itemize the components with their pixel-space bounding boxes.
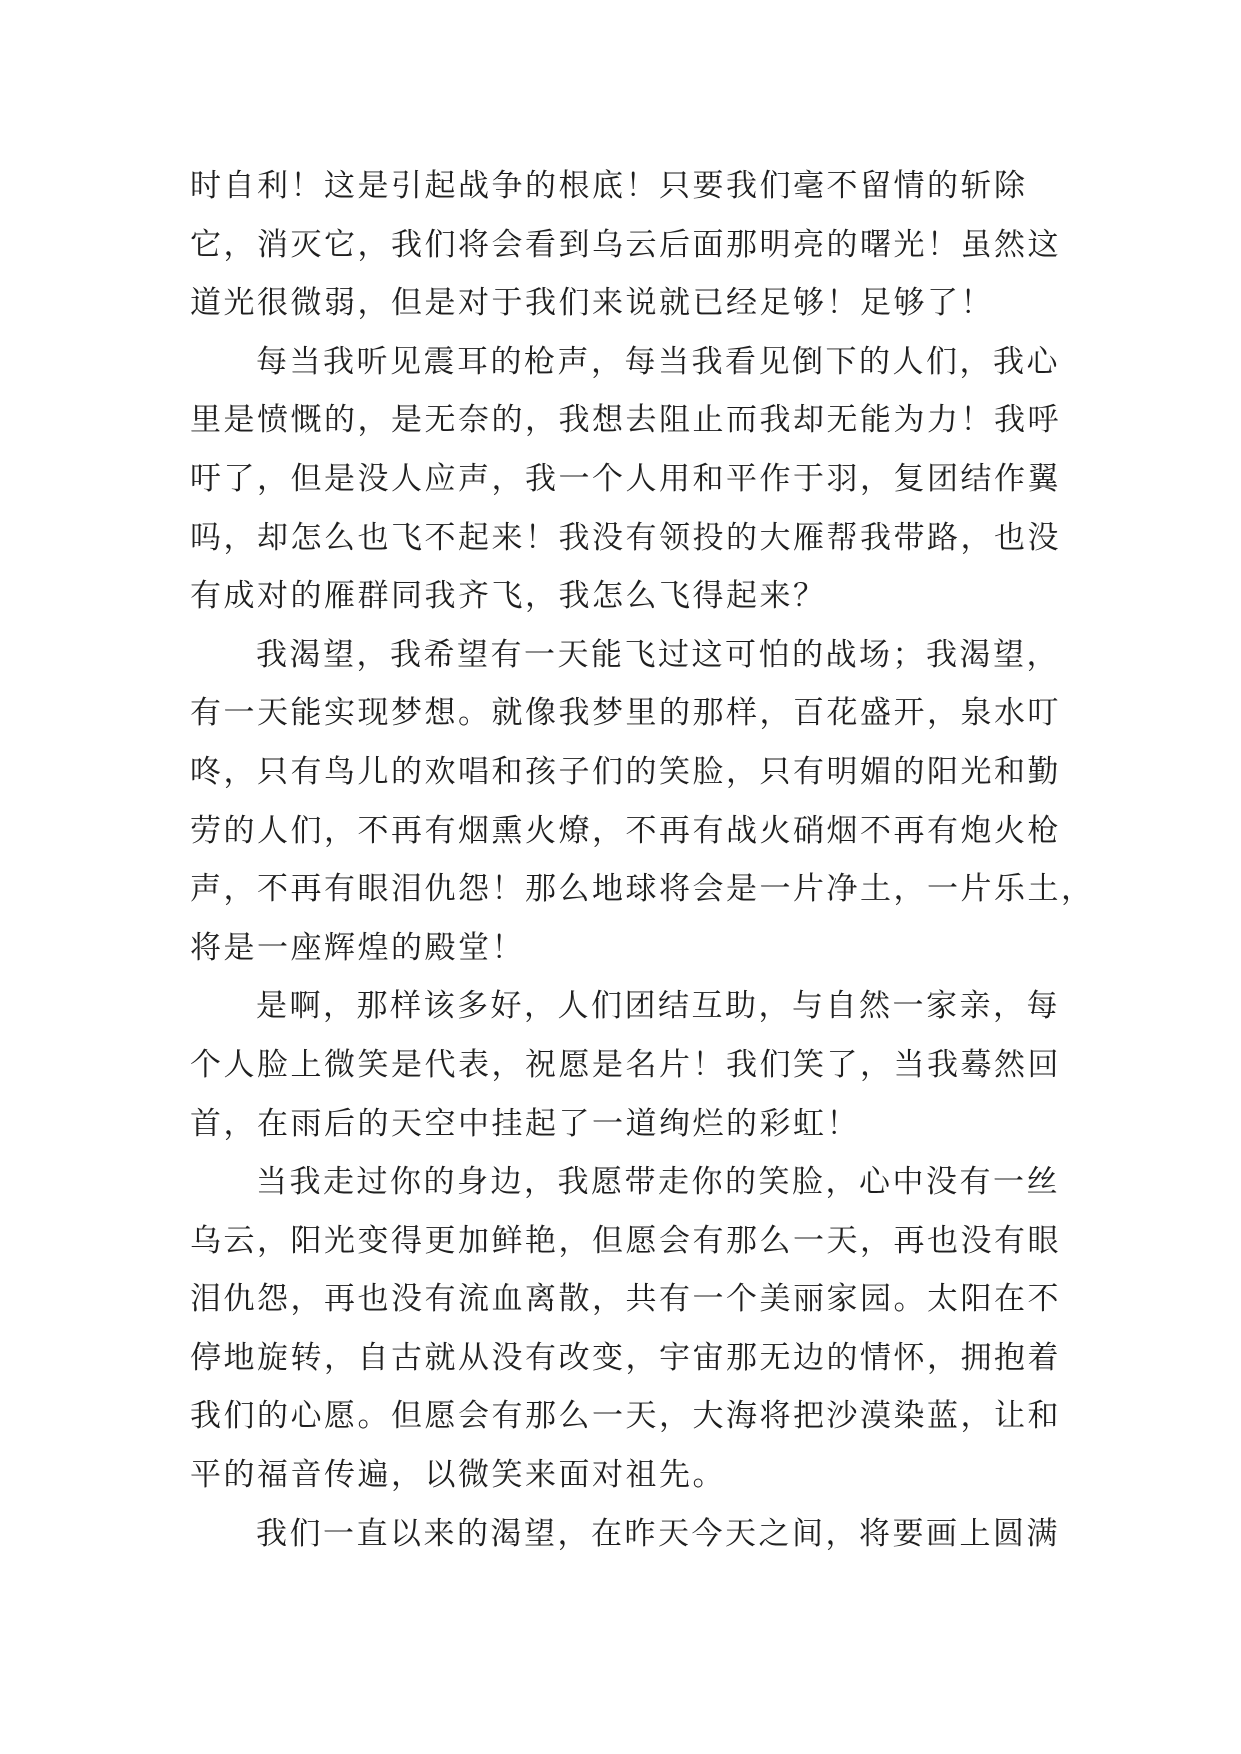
text-line: 将是一座辉煌的殿堂！: [190, 929, 525, 966]
text-line: 声，不再有眼泪仇怨！那么地球将会是一片净土，一片乐土，: [190, 871, 1095, 908]
text-line: 道光很微弱，但是对于我们来说就已经足够！足够了！: [190, 285, 994, 322]
text-line: 首，在雨后的天空中挂起了一道绚烂的彩虹！: [190, 1105, 860, 1142]
paragraph-first-line: 我们一直以来的渴望，在昨天今天之间，将要画上圆满: [256, 1515, 1060, 1552]
text-line: 有成对的雁群同我齐飞，我怎么飞得起来？: [190, 578, 827, 615]
text-line: 停地旋转，自古就从没有改变，宇宙那无边的情怀，拥抱着: [190, 1339, 1061, 1376]
paragraph-first-line: 每当我听见震耳的枪声，每当我看见倒下的人们，我心: [256, 343, 1060, 380]
text-line: 它，消灭它，我们将会看到乌云后面那明亮的曙光！虽然这: [190, 226, 1061, 263]
text-line: 有一天能实现梦想。就像我梦里的那样，百花盛开，泉水叮: [190, 695, 1061, 732]
text-line: 个人脸上微笑是代表，祝愿是名片！我们笑了，当我蓦然回: [190, 1046, 1061, 1083]
text-line: 时自利！这是引起战争的根底！只要我们毫不留情的斩除: [190, 168, 1028, 204]
text-line: 乌云，阳光变得更加鲜艳，但愿会有那么一天，再也没有眼: [190, 1222, 1061, 1259]
text-line: 劳的人们，不再有烟熏火燎，不再有战火硝烟不再有炮火枪: [190, 812, 1061, 849]
paragraph-first-line: 我渴望，我希望有一天能飞过这可怕的战场；我渴望，: [256, 636, 1060, 673]
body-text: [190, 157, 1095, 1563]
paragraph-first-line: 是啊，那样该多好，人们团结互助，与自然一家亲，每: [256, 988, 1060, 1025]
text-line: 咚，只有鸟儿的欢唱和孩子们的笑脸，只有明媚的阳光和勤: [190, 753, 1061, 790]
text-line: 泪仇怨，再也没有流血离散，共有一个美丽家园。太阳在不: [190, 1281, 1061, 1318]
paragraph-first-line: 当我走过你的身边，我愿带走你的笑脸，心中没有一丝: [256, 1164, 1060, 1201]
text-line: 平的福音传遍，以微笑来面对祖先。: [190, 1457, 726, 1494]
text-line: 我们的心愿。但愿会有那么一天，大海将把沙漠染蓝，让和: [190, 1398, 1061, 1435]
text-line: 吁了，但是没人应声，我一个人用和平作于羽，复团结作翼: [190, 460, 1061, 497]
text-line: 里是愤慨的，是无奈的，我想去阻止而我却无能为力！我呼: [190, 402, 1061, 439]
text-line: 吗，却怎么也飞不起来！我没有领投的大雁帮我带路，也没: [190, 519, 1061, 556]
